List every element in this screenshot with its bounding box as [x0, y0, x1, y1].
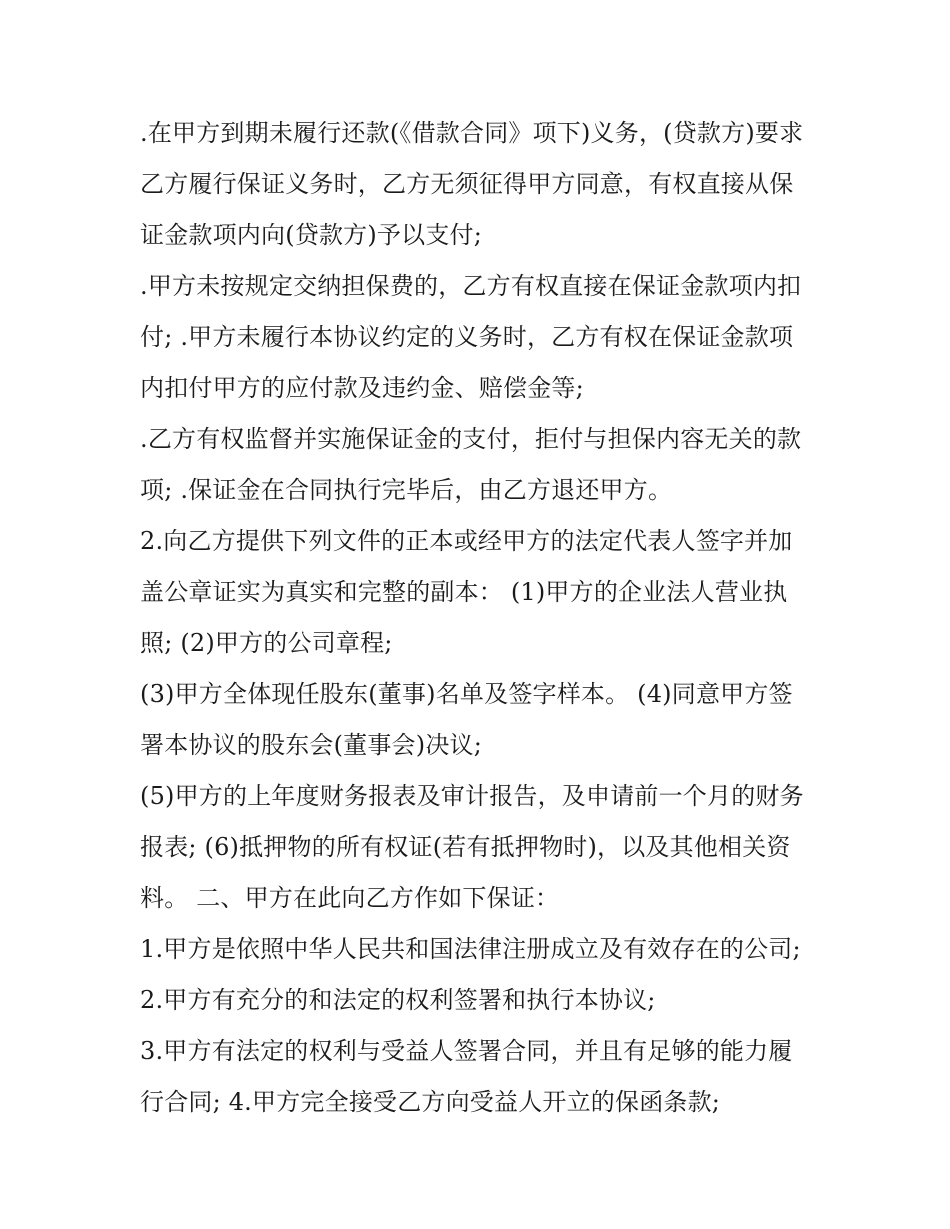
paragraph-documents: 2.向乙方提供下列文件的正本或经甲方的法定代表人签字并加盖公章证实为真实和完整的副本： (1)甲方的企业法人营业执照; (2)甲方的公司章程; — [140, 527, 793, 657]
paragraph-shareholders: (3)甲方全体现任股东(董事)名单及签字样本。 (4)同意甲方签署本协议的股东会(董事会)决议; — [140, 680, 793, 759]
paragraph-supervision: .乙方有权监督并实施保证金的支付，拒付与担保内容无关的款项; .保证金在合同执行完毕后，由乙方退还甲方。 — [140, 425, 802, 504]
paragraph-warranty-1: 1.甲方是依照中华人民共和国法律注册成立及有效存在的公司; — [140, 935, 801, 963]
paragraph-fee-deduction: .甲方未按规定交纳担保费的，乙方有权直接在保证金款项内扣付; .甲方未履行本协议约定的义务时，乙方有权在保证金款项内扣付甲方的应付款及违约金、赔偿金等; — [140, 272, 802, 402]
paragraph-warranty-3: 3.甲方有法定的权利与受益人签署合同，并且有足够的能力履行合同; 4.甲方完全接受乙方向受益人开立的保函条款; — [140, 1037, 793, 1116]
paragraph-guarantee-payment: .在甲方到期未履行还款(《借款合同》项下)义务，(贷款方)要求乙方履行保证义务时，乙方无须征得甲方同意，有权直接从保证金款项内向(贷款方)予以支付; — [140, 119, 804, 249]
paragraph-financials: (5)甲方的上年度财务报表及审计报告，及申请前一个月的财务报表; (6)抵押物的所有权证(若有抵押物时)，以及其他相关资料。 二、甲方在此向乙方作如下保证： — [140, 782, 804, 912]
paragraph-warranty-2: 2.甲方有充分的和法定的权利签署和执行本协议; — [140, 986, 656, 1014]
document-body — [140, 108, 812, 1128]
